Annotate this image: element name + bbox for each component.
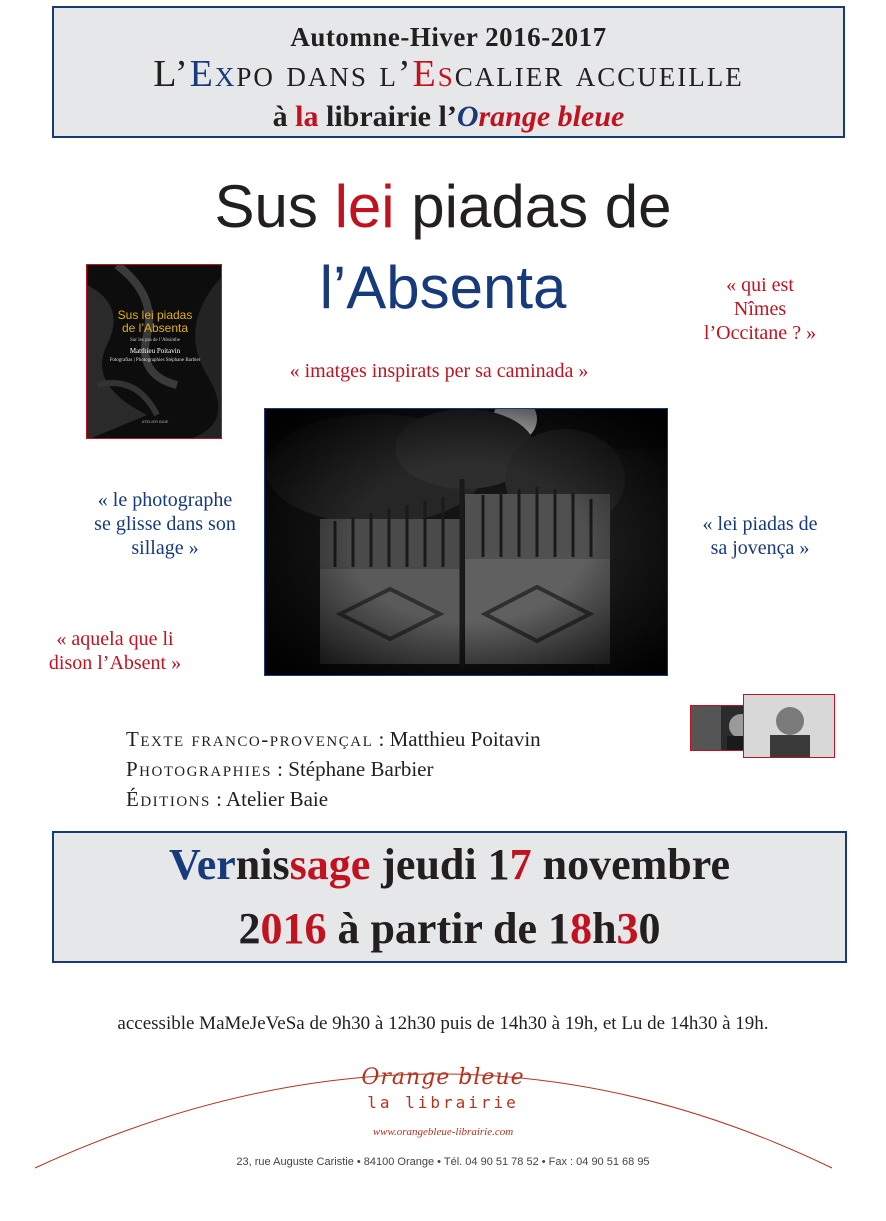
librairie-heading-part: librairie l’ (318, 100, 457, 133)
vernissage-part: sage (289, 840, 371, 889)
credit-label: Photographies (126, 757, 272, 781)
book-title-text-2: de l’Absenta (121, 321, 189, 335)
quote-line: « aquela que li (56, 628, 174, 650)
book-author-text: Matthieu Poitavin (129, 347, 181, 355)
title-part: lei (334, 173, 395, 240)
page-title-line2: l’Absenta (319, 254, 567, 321)
header-box (52, 6, 845, 138)
page-title (0, 172, 886, 241)
quote-piadas (690, 512, 830, 560)
brand-subtitle: la librairie (367, 1093, 519, 1112)
credit-value: Matthieu Poitavin (389, 727, 541, 751)
credit-label: Texte franco-provençal (126, 727, 374, 751)
photographer-portrait (743, 694, 835, 758)
book-cover-image (86, 264, 222, 439)
book-cover-art (87, 265, 222, 439)
credit-editions (126, 787, 328, 812)
librairie-heading (54, 100, 843, 134)
credit-sep: : (373, 727, 390, 751)
gate-photo (264, 408, 668, 676)
quote-aquela (35, 627, 195, 675)
librairie-heading-part: la (295, 100, 319, 133)
quote-line: sa jovença » (710, 537, 810, 559)
vernissage-part: novembre (531, 840, 731, 889)
title-part: Sus (214, 173, 335, 240)
book-credit-text: Fotografias | Photographies Stéphane Barbier (109, 358, 201, 363)
expo-heading-part: calier accueille (454, 53, 744, 95)
quote-line: l’Occitane ? » (703, 322, 817, 344)
photographer-portrait-art (744, 695, 835, 758)
vernissage-box (52, 831, 847, 963)
credit-value: Stéphane Barbier (288, 757, 434, 781)
quote-line: Nîmes (733, 298, 787, 320)
credit-photos (126, 757, 433, 782)
credit-label: Éditions (126, 787, 211, 811)
librairie-heading-part: bleue (550, 100, 625, 133)
quote-line: « le photographe (97, 489, 233, 511)
expo-heading-part: Es (412, 53, 455, 95)
season-heading: Automne-Hiver 2016-2017 (290, 22, 607, 52)
vernissage-line2 (54, 903, 845, 954)
vernissage-part: à partir de 1 (326, 904, 571, 953)
vernissage-part: nis (235, 840, 290, 889)
book-title-text: Sus lei piadas (117, 308, 193, 322)
opening-hours: accessible MaMeJeVeSa de 9h30 à 12h30 puis de 14h30 à 19h, et Lu de 14h30 à 19h. (117, 1013, 769, 1034)
vernissage-part: 016 (260, 904, 327, 953)
book-publisher-text: ATELIER BAIE (141, 419, 169, 424)
expo-heading-part: po dans l’ (236, 53, 413, 95)
title-part: piadas de (394, 173, 672, 240)
credit-text (126, 727, 541, 752)
vernissage-part: 3 (616, 904, 639, 953)
vernissage-part: 8 (570, 904, 593, 953)
librairie-heading-part: à (272, 100, 296, 133)
vernissage-part: 7 (509, 840, 532, 889)
vernissage-part: 0 (638, 904, 661, 953)
quote-line: « lei piadas de (702, 513, 818, 535)
librairie-heading-part: O (456, 100, 479, 133)
expo-heading-part: L’ (153, 53, 190, 95)
book-subtitle-text: Sur les pas de l’Absinthe (130, 338, 180, 343)
gate-photo-art (265, 409, 668, 676)
brand-logo: Orange bleue (361, 1065, 525, 1090)
quote-line: « qui est (726, 274, 794, 296)
quote-line: sillage » (131, 537, 199, 559)
vernissage-line1 (54, 839, 845, 890)
quote-line: se glisse dans son (94, 513, 236, 535)
vernissage-part: Ver (168, 840, 236, 889)
credit-sep: : (210, 787, 227, 811)
expo-heading-part: Ex (189, 53, 237, 95)
address-line: 23, rue Auguste Caristie • 84100 Orange • Tél. 04 90 51 78 52 • Fax : 04 90 51 68 95 (236, 1156, 650, 1168)
quote-imatges: « imatges inspirats per sa caminada » (289, 360, 589, 382)
expo-heading (54, 52, 843, 96)
vernissage-part: h (592, 904, 617, 953)
website-link[interactable]: www.orangebleue-librairie.com (372, 1126, 514, 1138)
quote-photographe (80, 488, 250, 560)
credit-value: Atelier Baie (226, 787, 329, 811)
quote-nimes (700, 273, 820, 345)
credit-sep: : (271, 757, 289, 781)
quote-line: dison l’Absent » (48, 652, 182, 674)
vernissage-part: jeudi 1 (370, 840, 510, 889)
vernissage-part: 2 (238, 904, 261, 953)
librairie-heading-part: range (478, 100, 551, 133)
